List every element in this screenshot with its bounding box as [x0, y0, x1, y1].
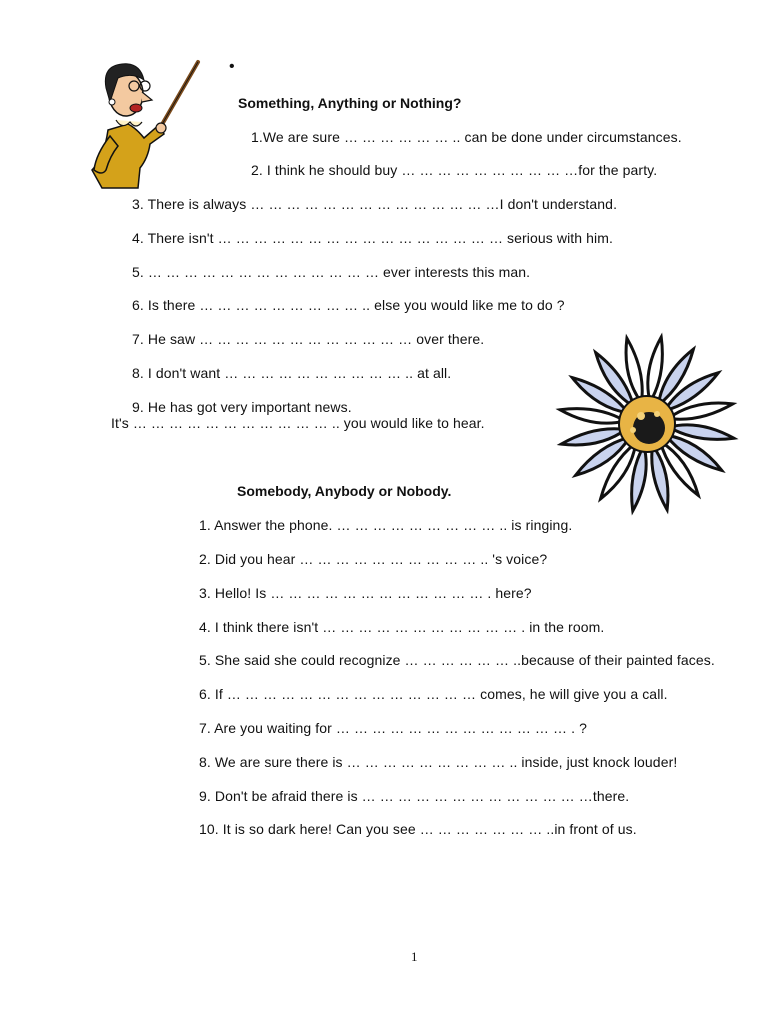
exercise-item: 10. It is so dark here! Can you see … … … … … … … ..in front of us.: [199, 821, 637, 837]
daisy-illustration: [545, 330, 745, 516]
exercise-item: 8. I don't want … … … … … … … … … … .. at all.: [132, 365, 452, 381]
exercise-item-continuation: It's … … … … … … … … … … … .. you would like to hear.: [111, 415, 485, 431]
exercise-item: 2. Did you hear … … … … … … … … … … .. 's voice?: [199, 551, 548, 567]
page-number: 1: [411, 949, 418, 964]
exercise-item: 1.We are sure … … … … … … .. can be done under circumstances.: [251, 129, 682, 145]
exercise-item: 3. There is always … … … … … … … … … … … … … …I don't understand.: [132, 196, 618, 212]
exercise-item: 7. Are you waiting for … … … … … … … … … … … … … . ?: [199, 720, 587, 736]
exercise-item: 4. I think there isn't … … … … … … … … … … … . in the room.: [199, 619, 605, 635]
section-title-somebody: Somebody, Anybody or Nobody.: [237, 483, 452, 499]
exercise-item: 5. … … … … … … … … … … … … … ever interests this man.: [132, 264, 531, 280]
exercise-item: 9. Don't be afraid there is … … … … … … … … … … … … …there.: [199, 788, 630, 804]
exercise-item: 8. We are sure there is … … … … … … … … … .. inside, just knock louder!: [199, 754, 678, 770]
exercise-item: 6. If … … … … … … … … … … … … … … comes, he will give you a call.: [199, 686, 668, 702]
exercise-item: 2. I think he should buy … … … … … … … … … …for the party.: [251, 162, 658, 178]
exercise-item: 7. He saw … … … … … … … … … … … … over there.: [132, 331, 485, 347]
exercise-item: 1. Answer the phone. … … … … … … … … … .. is ringing.: [199, 517, 573, 533]
exercise-item: 5. She said she could recognize … … … … … … ..because of their painted faces.: [199, 652, 715, 668]
exercise-item: 9. He has got very important news.: [132, 399, 352, 415]
bullet-marker: •: [229, 58, 235, 75]
section-title-something: Something, Anything or Nothing?: [238, 95, 462, 111]
exercise-item: 3. Hello! Is … … … … … … … … … … … … . here?: [199, 585, 532, 601]
teacher-illustration: [88, 58, 204, 193]
exercise-item: 4. There isn't … … … … … … … … … … … … … … … … serious with him.: [132, 230, 614, 246]
exercise-item: 6. Is there … … … … … … … … … .. else you would like me to do ?: [132, 297, 565, 313]
